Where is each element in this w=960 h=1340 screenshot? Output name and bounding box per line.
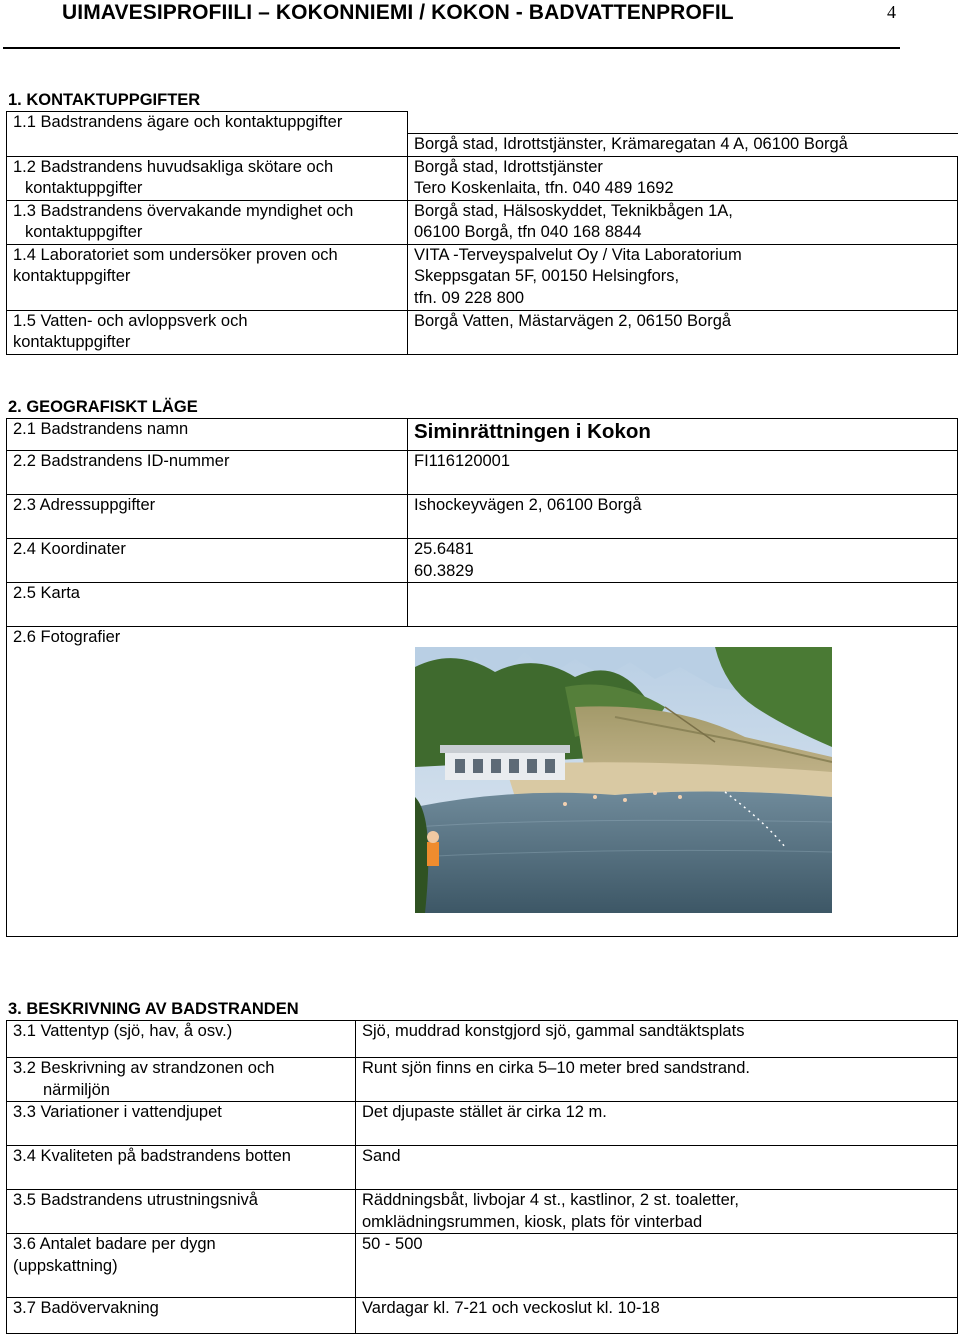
row-label: 1.5 Vatten- och avloppsverk och kontaktuppgifter [7,310,408,354]
table-row [7,1298,958,1334]
row-value: Sand [356,1146,958,1190]
row-label: 1.2 Badstrandens huvudsakliga skötare och kontaktuppgifter [7,156,408,200]
beach-address: Ishockeyvägen 2, 06100 Borgå [408,495,958,539]
row-label: 3.7 Badövervakning [7,1298,356,1334]
table-row [7,451,958,495]
row-label: 2.2 Badstrandens ID-nummer [7,451,408,495]
beach-photo-image [415,647,832,913]
row-value: Det djupaste stället är cirka 12 m. [356,1102,958,1146]
row-value: Borgå stad, Idrottstjänster, Krämaregatan 4 A, 06100 Borgå [408,134,958,157]
row-value: VITA -Terveyspalvelut Oy / Vita Laboratorium Skeppsgatan 5F, 00150 Helsingfors, tfn. 09 228 800 [408,244,958,310]
table-row [7,112,958,134]
row-value: Runt sjön finns en cirka 5–10 meter bred sandstrand. [356,1058,958,1102]
table-row [7,1058,958,1102]
row-value: Borgå Vatten, Mästarvägen 2, 06150 Borgå [408,310,958,354]
row-value: Sjö, muddrad konstgjord sjö, gammal sandtäktsplats [356,1021,958,1058]
row-label: 2.5 Karta [7,583,408,627]
row-label: 3.1 Vattentyp (sjö, hav, å osv.) [7,1021,356,1058]
row-label: 1.4 Laboratoriet som undersöker proven och kontaktuppgifter [7,244,408,310]
section-1-title: 1. KONTAKTUPPGIFTER [8,91,201,109]
row-label: 2.4 Koordinater [7,539,408,583]
beach-photo [415,647,832,913]
table-row [7,244,958,310]
beach-name: Siminrättningen i Kokon [408,419,958,451]
row-value: Borgå stad, Idrottstjänster Tero Koskenlaita, tfn. 040 489 1692 [408,156,958,200]
page-title: UIMAVESIPROFIILI – KOKONNIEMI / KOKON - BADVATTENPROFIL [62,1,734,24]
row-label: 3.2 Beskrivning av strandzonen och närmiljön [7,1058,356,1102]
row-label: 3.5 Badstrandens utrustningsnivå [7,1190,356,1234]
header-rule [3,47,900,49]
row-value [408,112,958,134]
table-row [7,1021,958,1058]
contact-table [6,111,958,355]
section-2-title: 2. GEOGRAFISKT LÄGE [8,398,198,416]
table-row [7,1234,958,1298]
row-label: 3.3 Variationer i vattendjupet [7,1102,356,1146]
table-row [7,134,958,157]
row-value: Räddningsbåt, livbojar 4 st., kastlinor, 2 st. toaletter, omklädningsrummen, kiosk, plats för vinterbad [356,1190,958,1234]
row-label: 1.3 Badstrandens övervakande myndighet och kontaktuppgifter [7,200,408,244]
row-value: Vardagar kl. 7-21 och veckoslut kl. 10-18 [356,1298,958,1334]
row-label: 1.1 Badstrandens ägare och kontaktuppgifter [7,112,408,134]
section-3-title: 3. BESKRIVNING AV BADSTRANDEN [8,1000,299,1018]
row-value: 50 - 500 [356,1234,958,1298]
beach-id: FI116120001 [408,451,958,495]
map-cell [408,583,958,627]
row-label: 2.3 Adressuppgifter [7,495,408,539]
description-table [6,1020,958,1334]
photos-cell: 2.6 Fotografier [7,627,958,937]
row-label: 2.1 Badstrandens namn [7,419,408,451]
row-value: Borgå stad, Hälsoskyddet, Teknikbågen 1A, 06100 Borgå, tfn 040 168 8844 [408,200,958,244]
row-label: 3.4 Kvaliteten på badstrandens botten [7,1146,356,1190]
table-row [7,200,958,244]
table-row [7,310,958,354]
table-row [7,539,958,583]
table-row [7,1102,958,1146]
beach-coordinates: 25.6481 60.3829 [408,539,958,583]
table-row [7,495,958,539]
table-row [7,1146,958,1190]
table-row [7,1190,958,1234]
page-number: 4 [887,2,896,22]
table-row [7,583,958,627]
row-label: 3.6 Antalet badare per dygn (uppskattning) [7,1234,356,1298]
table-row [7,156,958,200]
table-row [7,419,958,451]
